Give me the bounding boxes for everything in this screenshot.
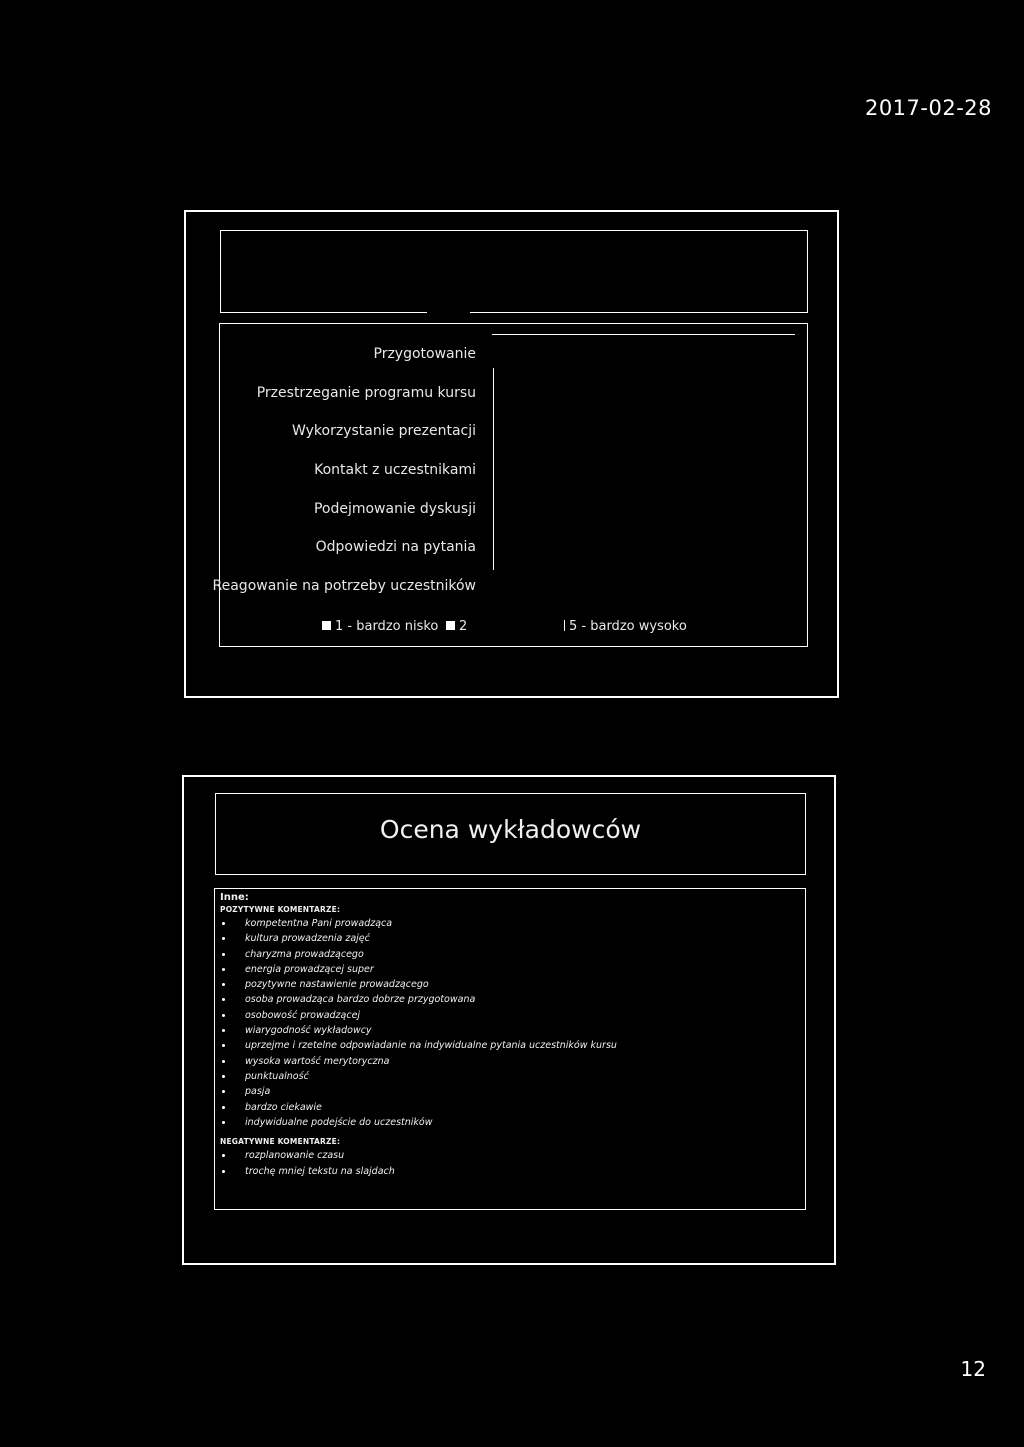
positive-heading: POZYTYWNE KOMENTARZE: <box>220 905 341 914</box>
divider-line <box>221 312 427 313</box>
positive-comment-list <box>220 916 800 1130</box>
list-item: energia prowadzącej super <box>220 962 800 977</box>
list-item: bardzo ciekawie <box>220 1100 800 1115</box>
negative-comment-list <box>220 1148 800 1179</box>
legend-item <box>564 619 687 634</box>
category-label: Reagowanie na potrzeby uczestników <box>212 578 476 595</box>
list-item: osobowość prowadzącej <box>220 1008 800 1023</box>
chart-top-line <box>492 334 795 335</box>
list-item: rozplanowanie czasu <box>220 1148 800 1164</box>
legend-swatch <box>446 621 455 630</box>
legend-swatch <box>564 620 565 631</box>
list-item: pozytywne nastawienie prowadzącego <box>220 977 800 992</box>
list-item: kompetentna Pani prowadząca <box>220 916 800 931</box>
legend-label: 1 - bardzo nisko <box>335 619 439 634</box>
legend-label: 5 - bardzo wysoko <box>569 619 687 634</box>
category-label: Przestrzeganie programu kursu <box>256 384 476 401</box>
legend-item <box>446 619 467 634</box>
legend-swatch <box>322 621 331 630</box>
list-item: uprzejme i rzetelne odpowiadanie na indywidualne pytania uczestników kursu <box>220 1038 800 1053</box>
slide1-title-area <box>220 230 808 313</box>
chart-category-labels <box>213 343 476 614</box>
category-label: Podejmowanie dyskusji <box>313 500 476 517</box>
slide-title: Ocena wykładowców <box>379 815 642 844</box>
negative-heading: NEGATYWNE KOMENTARZE: <box>220 1137 341 1147</box>
divider-line <box>470 312 808 313</box>
list-item: kultura prowadzenia zajęć <box>220 931 800 946</box>
list-item: charyzma prowadzącego <box>220 947 800 962</box>
list-item: indywidualne podejście do uczestników <box>220 1115 800 1130</box>
category-label: Kontakt z uczestnikami <box>314 462 476 479</box>
list-item: wysoka wartość merytoryczna <box>220 1054 800 1069</box>
list-item: wiarygodność wykładowcy <box>220 1023 800 1038</box>
comments-content <box>220 892 800 1179</box>
chart-category-axis <box>493 368 494 570</box>
category-label: Wykorzystanie prezentacji <box>292 423 476 440</box>
category-label: Odpowiedzi na pytania <box>315 539 476 556</box>
legend-item <box>322 619 438 634</box>
page-number: 12 <box>960 1357 986 1381</box>
list-item: pasja <box>220 1084 800 1099</box>
list-item: punktualność <box>220 1069 800 1084</box>
category-label: Przygotowanie <box>373 346 476 362</box>
legend-label: 2 <box>459 619 468 634</box>
page-date: 2017-02-28 <box>864 96 992 120</box>
other-label: Inne: <box>220 892 249 903</box>
list-item: trochę mniej tekstu na slajdach <box>220 1164 800 1180</box>
list-item: osoba prowadząca bardzo dobrze przygotowana <box>220 992 800 1007</box>
